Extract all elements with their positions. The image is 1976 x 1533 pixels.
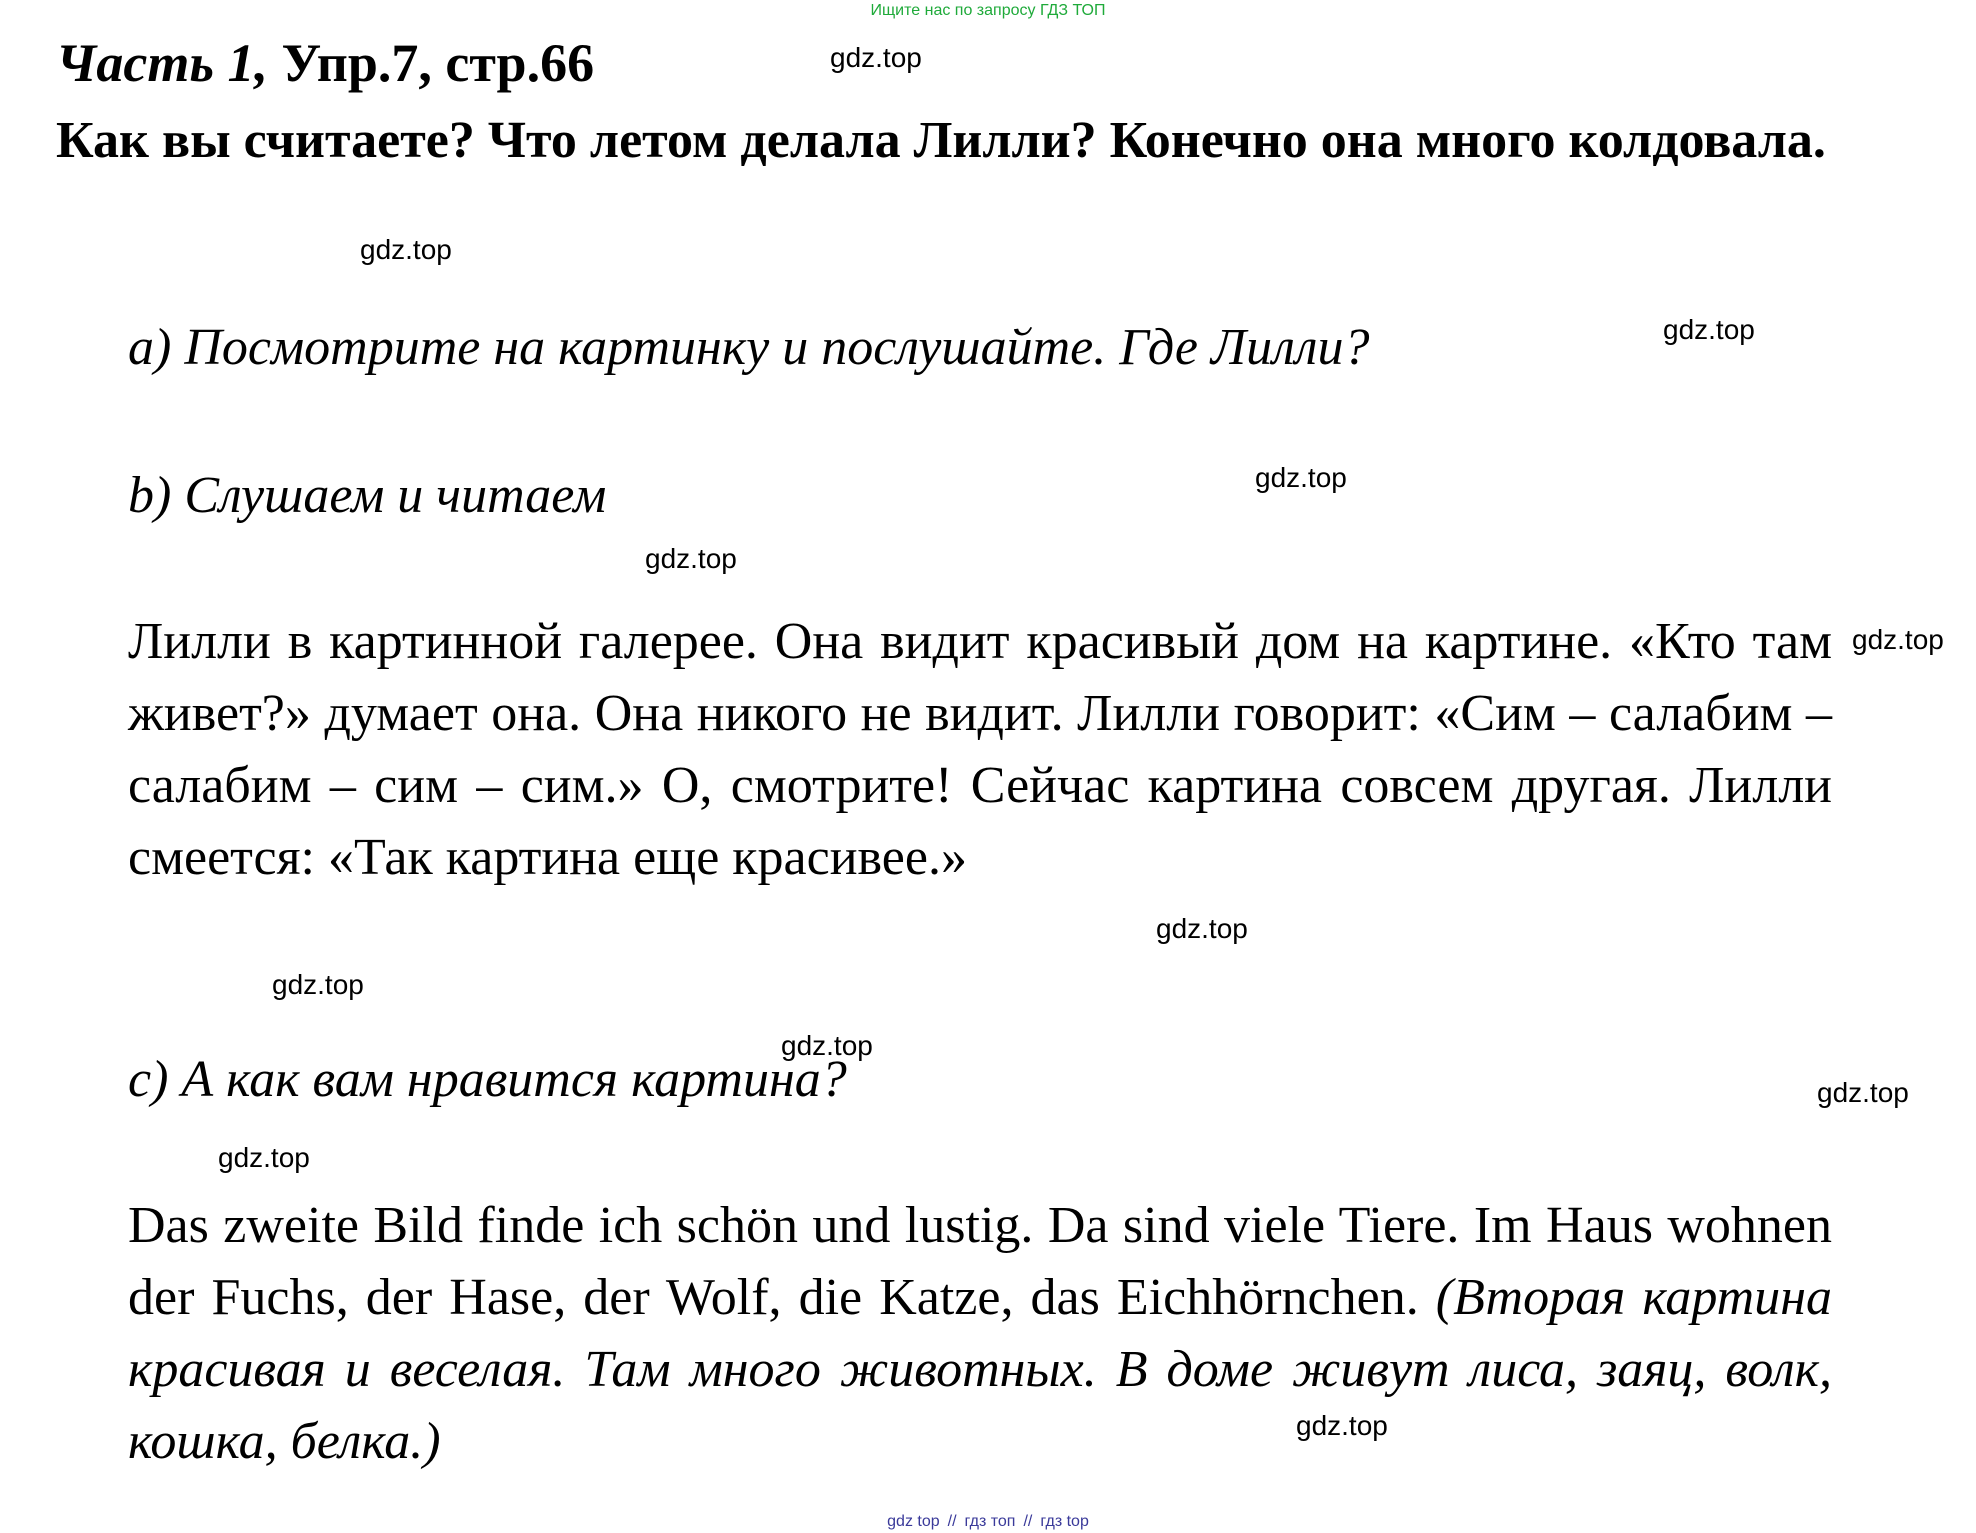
- heading-rest: Упр.7, стр.66: [268, 33, 595, 93]
- story-text: Лилли в картинной галерее. Она видит красивый дом на картине. «Кто там живет?» думает она. Она никого не видит. Лилли говорит: «Сим – салабим – салабим – сим – сим.» О, смотрите! Сейчас картина совсем другая. Лилли смеется: «Так картина еще красивее.»: [128, 613, 1832, 886]
- watermark: gdz.top: [830, 42, 922, 73]
- footer-link-gdz-top-mixed[interactable]: гдз top: [1040, 1513, 1089, 1530]
- top-banner: Ищите нас по запросу ГДЗ ТОП: [870, 2, 1106, 19]
- watermark: gdz.top: [1663, 314, 1755, 345]
- watermark: gdz.top: [1852, 624, 1944, 655]
- watermark: gdz.top: [1255, 462, 1347, 493]
- task-a: a) Посмотрите на картинку и послушайте. Где Лилли?: [128, 319, 1370, 376]
- answer-german: Das zweite Bild finde ich schön und lustig. Da sind viele Tiere. Im Haus wohnen der Fuchs, der Hase, der Wolf, die Katze, das Eichhörnchen.: [128, 1197, 1832, 1326]
- footer-separator: //: [947, 1513, 957, 1530]
- question-text: Как вы считаете? Что летом делала Лилли? Конечно она много колдовала.: [56, 112, 1826, 169]
- watermark: gdz.top: [1296, 1410, 1388, 1441]
- watermark: gdz.top: [360, 234, 452, 265]
- answer-translation: (Вторая картина красивая и веселая. Там много животных. В доме живут лиса, заяц, волк, кошка, белка.): [128, 1269, 1833, 1470]
- watermark: gdz.top: [645, 543, 737, 574]
- watermark: gdz.top: [218, 1142, 310, 1173]
- watermark: gdz.top: [1156, 913, 1248, 944]
- footer-link-gdz-top-ru[interactable]: гдз топ: [964, 1513, 1016, 1530]
- footer-separator: //: [1023, 1513, 1033, 1530]
- watermark: gdz.top: [781, 1030, 873, 1061]
- answer-block: [128, 1190, 1832, 1478]
- footer-links: [0, 1513, 1976, 1531]
- footer-link-gdz-top[interactable]: gdz top: [887, 1513, 940, 1530]
- task-c: c) А как вам нравится картина?: [128, 1051, 847, 1108]
- task-b: b) Слушаем и читаем: [128, 467, 607, 524]
- watermark: gdz.top: [1817, 1077, 1909, 1108]
- exercise-heading: [56, 32, 594, 94]
- watermark: gdz.top: [272, 969, 364, 1000]
- heading-part: Часть 1,: [56, 33, 269, 93]
